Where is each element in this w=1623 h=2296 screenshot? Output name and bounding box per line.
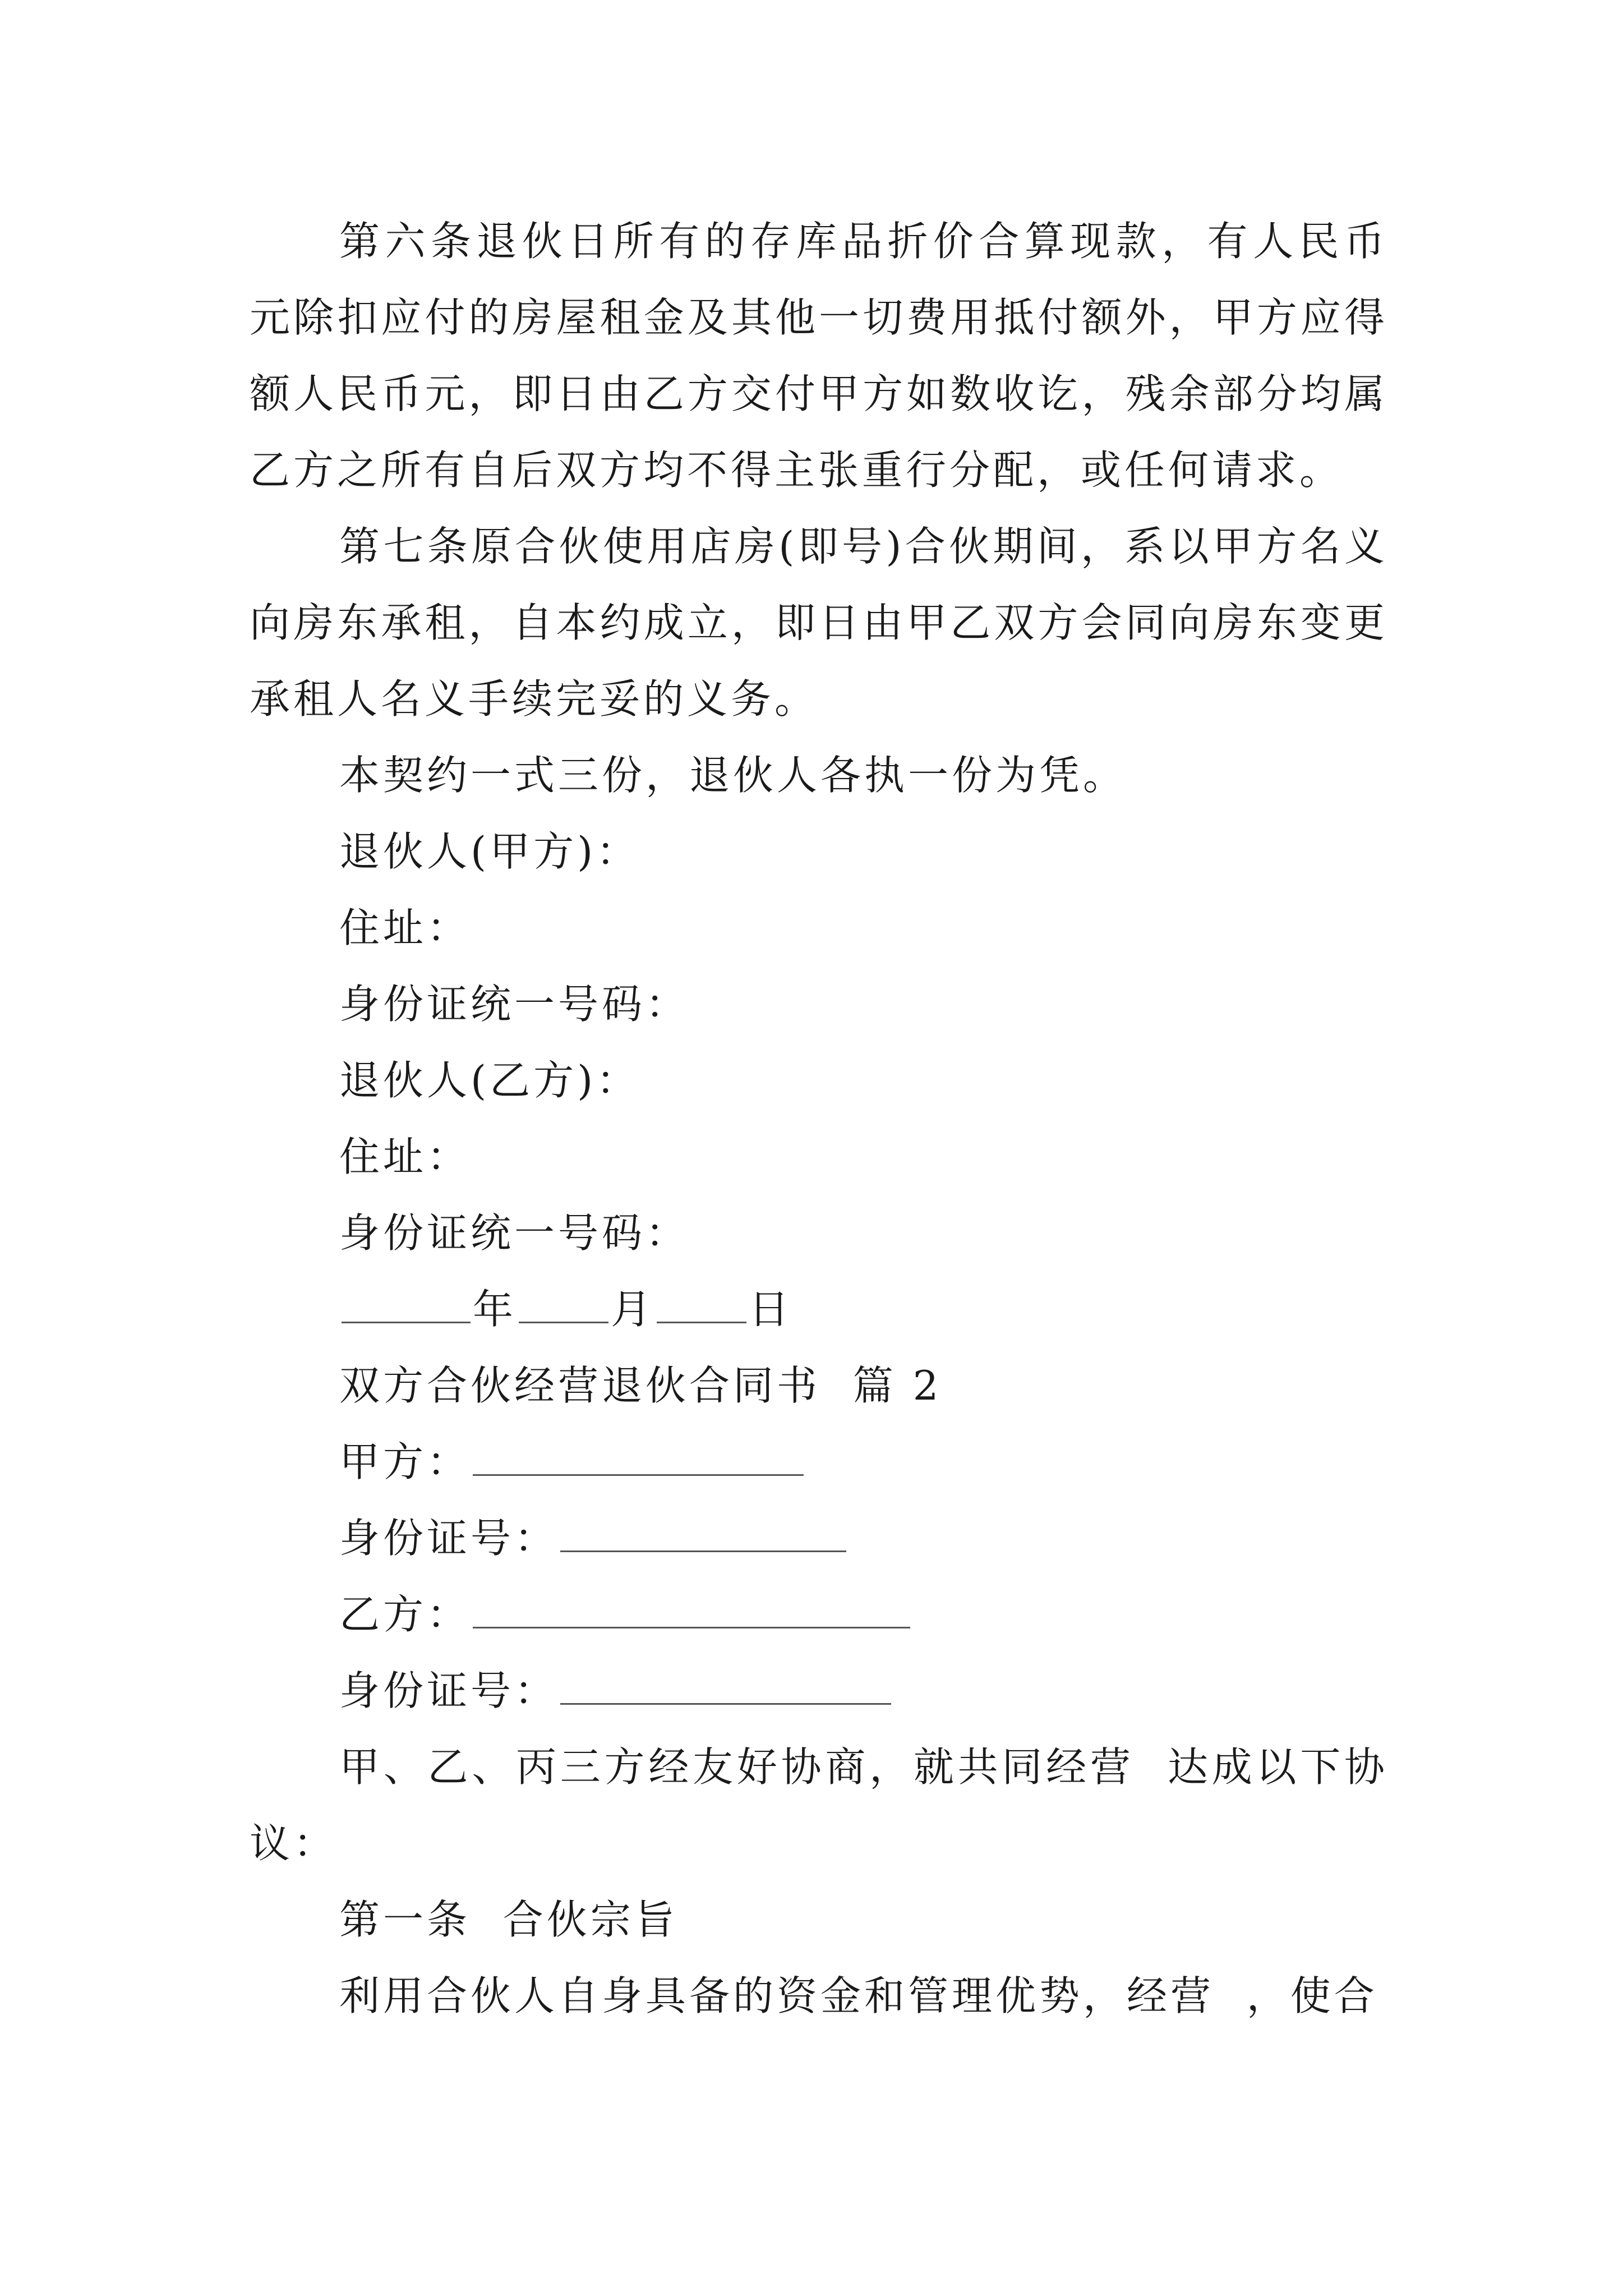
day-label: 日 xyxy=(749,1286,793,1333)
party-a-address: 住址： xyxy=(339,904,471,951)
section-2-party-a-line xyxy=(250,1424,1388,1500)
section-2-party-a-label: 甲方： xyxy=(339,1438,471,1485)
party-a-label: 退伙人(甲方)： xyxy=(339,828,640,875)
party-b-address: 住址： xyxy=(339,1133,471,1180)
date-line xyxy=(250,1271,1388,1347)
month-label: 月 xyxy=(611,1286,655,1333)
article-6-paragraph: 第六条退伙日所有的存库品折价合算现款，有人民币元除扣应付的房屋租金及其他一切费用抵付额外，甲方应得额人民币元，即日由乙方交付甲方如数收讫，残余部分均属乙方之所有自后双方均不得主张重行分配，或任何请求。 xyxy=(250,218,1388,494)
section-2-id-a-line xyxy=(250,1500,1388,1576)
section-2-intro: 甲、乙、丙三方经友好协商，就共同经营 达成以下协议： xyxy=(250,1743,1388,1867)
day-blank xyxy=(657,1281,746,1323)
article-1-title: 第一条 合伙宗旨 xyxy=(339,1896,678,1943)
id-a-blank xyxy=(560,1510,846,1552)
section-2-id-b-label: 身份证号： xyxy=(339,1667,559,1714)
section-2-id-a-label: 身份证号： xyxy=(339,1515,559,1562)
copies-statement: 本契约一式三份，退伙人各执一份为凭。 xyxy=(339,752,1127,799)
section-2-party-b-line xyxy=(250,1576,1388,1653)
article-7-paragraph: 第七条原合伙使用店房(即号)合伙期间，系以甲方名义向房东承租，自本约成立，即日由甲乙双方会同向房东变更承租人名义手续完妥的义务。 xyxy=(250,523,1388,723)
year-blank xyxy=(342,1281,471,1323)
party-b-id: 身份证统一号码： xyxy=(339,1209,690,1257)
month-blank xyxy=(519,1281,608,1323)
document-body xyxy=(250,203,1388,2034)
party-a-blank xyxy=(473,1434,804,1476)
article-1-text: 利用合伙人自身具备的资金和管理优势，经营 ，使合 xyxy=(339,1972,1378,2019)
party-b-label: 退伙人(乙方)： xyxy=(339,1057,640,1104)
party-b-blank xyxy=(473,1586,910,1628)
section-2-title: 双方合伙经营退伙合同书 篇 2 xyxy=(339,1362,942,1409)
year-label: 年 xyxy=(473,1286,517,1333)
section-2-id-b-line xyxy=(250,1653,1388,1729)
section-2-party-b-label: 乙方： xyxy=(339,1591,471,1638)
id-b-blank xyxy=(560,1663,891,1705)
party-a-id: 身份证统一号码： xyxy=(339,981,690,1028)
